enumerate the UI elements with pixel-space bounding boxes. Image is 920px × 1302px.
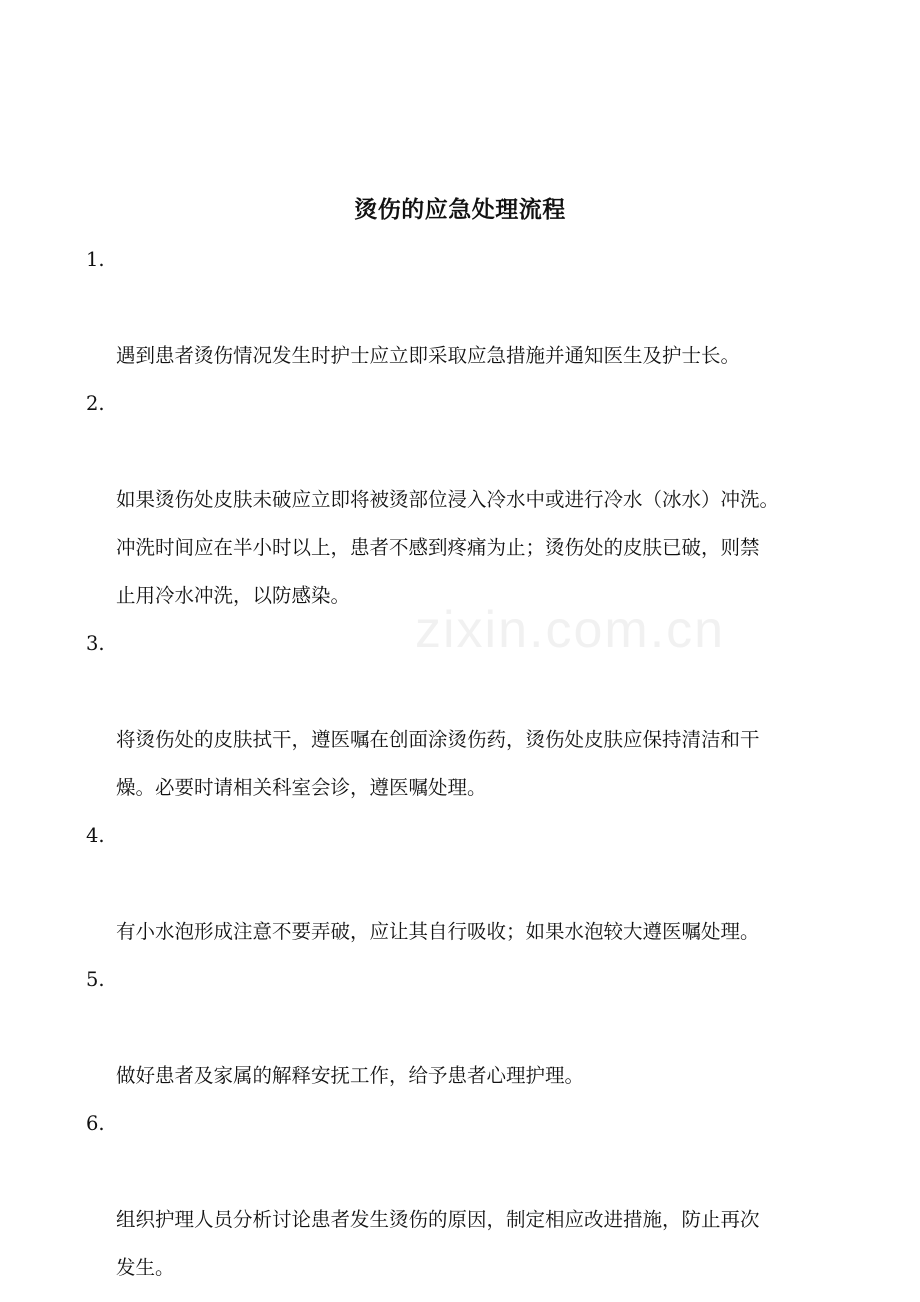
watermark-text: zixin.com.cn xyxy=(415,601,726,659)
step-item-5 xyxy=(86,956,846,1100)
step-item-2 xyxy=(86,380,846,620)
step-text: 有小水泡形成注意不要弄破，应让其自行吸收；如果水泡较大遵医嘱处理。 xyxy=(116,920,760,943)
step-number: 5. xyxy=(86,968,105,991)
document-title: 烫伤的应急处理流程 xyxy=(354,196,566,223)
step-text: 组织护理人员分析讨论患者发生烫伤的原因，制定相应改进措施，防止再次 发生。 xyxy=(116,1208,760,1279)
step-text: 将烫伤处的皮肤拭干，遵医嘱在创面涂烫伤药，烫伤处皮肤应保持清洁和干 燥。必要时请相关科室会诊，遵医嘱处理。 xyxy=(116,728,760,799)
step-text: 如果烫伤处皮肤未破应立即将被烫部位浸入冷水中或进行冷水（冰水）冲洗。 冲洗时间应在半小时以上，患者不感到疼痛为止；烫伤处的皮肤已破，则禁 止用冷水冲洗，以防感染。 xyxy=(116,488,780,607)
step-number: 6. xyxy=(86,1112,105,1135)
step-item-3 xyxy=(86,620,846,812)
step-number: 4. xyxy=(86,824,105,847)
step-item-6 xyxy=(86,1100,846,1292)
step-number: 3. xyxy=(86,632,105,655)
step-number: 2. xyxy=(86,392,105,415)
step-item-4 xyxy=(86,812,846,956)
step-text: 做好患者及家属的解释安抚工作，给予患者心理护理。 xyxy=(116,1064,585,1087)
step-number: 1. xyxy=(86,248,105,271)
step-text: 遇到患者烫伤情况发生时护士应立即采取应急措施并通知医生及护士长。 xyxy=(116,344,741,367)
procedure-steps-list xyxy=(86,236,846,1292)
step-item-1 xyxy=(86,236,846,380)
